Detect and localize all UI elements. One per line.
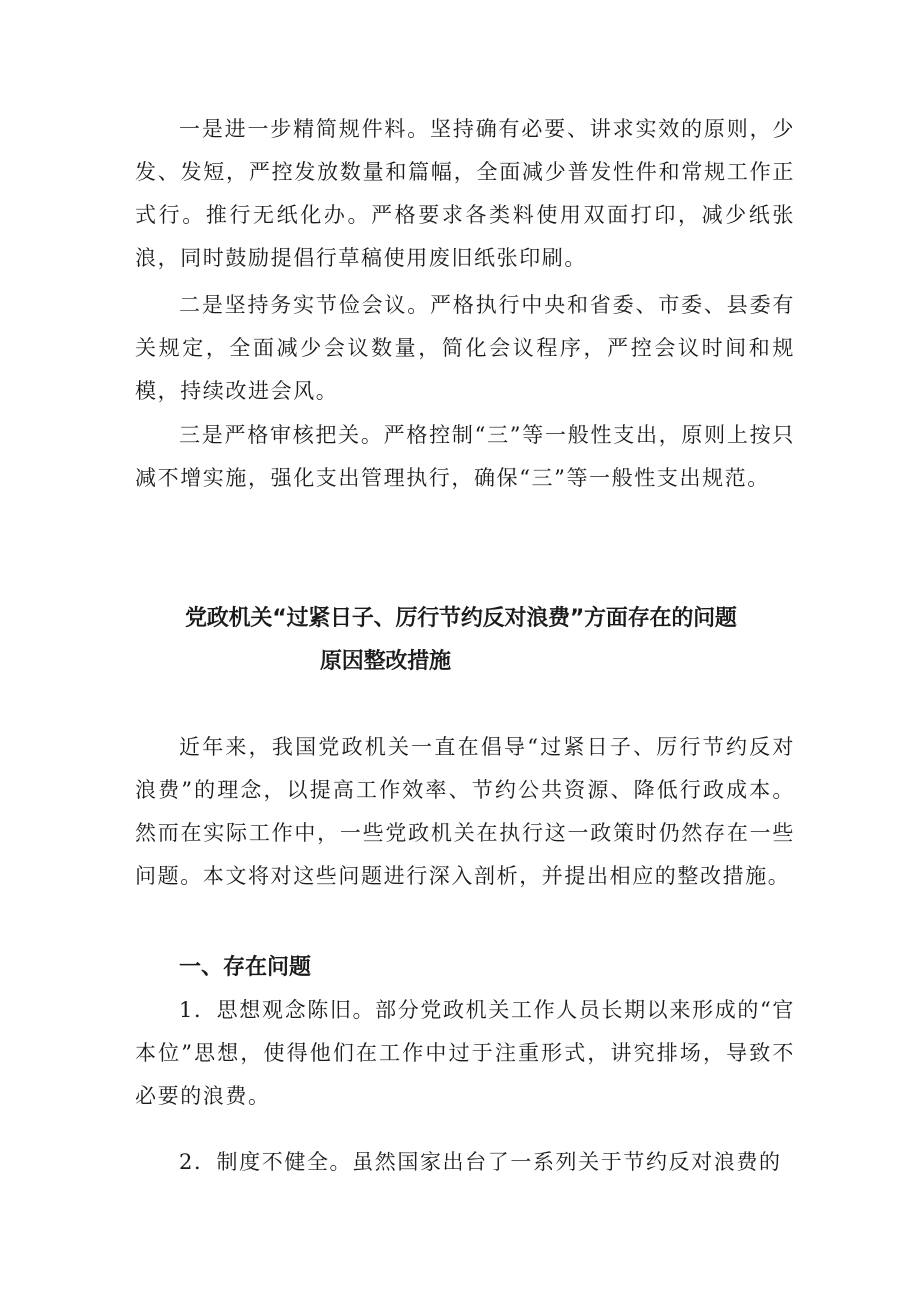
article-title-line-2: 原因整改措施 — [320, 649, 451, 674]
paragraph-intro: 近年来，我国党政机关一直在倡导“过紧日子、厉行节约反对浪费”的理念，以提高工作效率、节约公共资源、降低行政成本。然而在实际工作中，一些党政机关在执行这一政策时仍然存在一些问题。本文将对这些问题进行深入剖析，并提出相应的整改措施。 — [135, 735, 795, 888]
section-heading-problems: 一、存在问题 — [179, 955, 312, 980]
paragraph-frugal-meetings: 二是坚持务实节俭会议。严格执行中央和省委、市委、县委有关规定，全面减少会议数量，简化会议程序，严控会议时间和规模，持续改进会风。 — [135, 293, 795, 403]
list-item-imperfect-system: 2．制度不健全。虽然国家出台了一系列关于节约反对浪费的 — [179, 1150, 782, 1174]
paragraph-strict-review: 三是严格审核把关。严格控制“三”等一般性支出，原则上按只减不增实施，强化支出管理执行，确保“三”等一般性支出规范。 — [135, 423, 795, 490]
paragraph-simplify-documents: 一是进一步精简规件料。坚持确有必要、讲求实效的原则，少发、发短，严控发放数量和篇幅，全面减少普发性件和常规工作正式行。推行无纸化办。严格要求各类料使用双面打印，减少纸张浪，同时鼓励提倡行草稿使用废旧纸张印刷。 — [135, 117, 795, 270]
article-title-line-1: 党政机关“过紧日子、厉行节约反对浪费”方面存在的问题 — [185, 606, 737, 631]
list-item-outdated-thinking: 1．思想观念陈旧。部分党政机关工作人员长期以来形成的“官本位”思想，使得他们在工作中过于注重形式，讲究排场，导致不必要的浪费。 — [135, 998, 795, 1108]
article-title — [150, 597, 810, 683]
